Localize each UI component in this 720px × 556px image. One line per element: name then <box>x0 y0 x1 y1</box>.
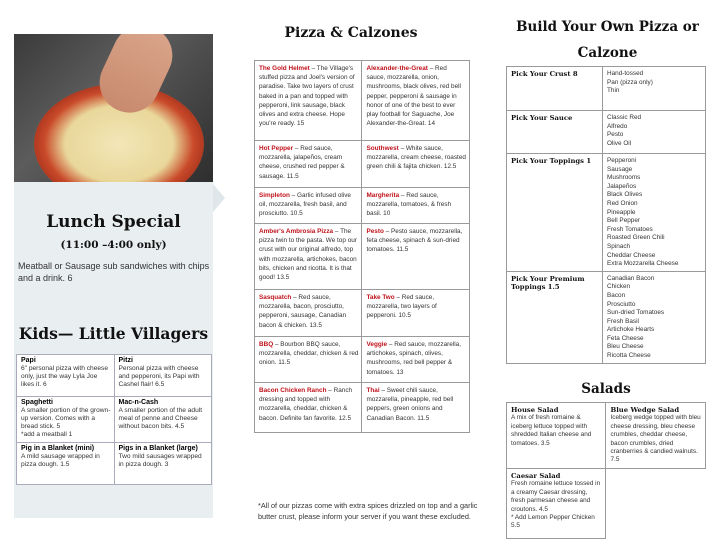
arrow-tab-icon <box>213 184 225 212</box>
pizza-item-desc: – Bourbon BBQ sauce, mozzarella, cheddar, chicken & red onion. 11.5 <box>259 341 359 367</box>
salad-empty-cell <box>606 469 706 539</box>
lunch-description: Meatball or Sausage sub sandwiches with chips and a drink. 6 <box>18 261 210 283</box>
pizza-item-name: Amber's Ambrosia Pizza <box>259 228 334 235</box>
byo-row-label: Pick Your Sauce <box>507 111 603 154</box>
byo-options <box>603 111 706 154</box>
kids-item-desc: A smaller portion of the grown-up version. Comes with a bread stick. 5 *add a meatball 1 <box>21 407 111 438</box>
pizza-item <box>255 188 362 224</box>
byo-option: Classic Red <box>607 114 642 121</box>
kids-item-name: Spaghetti <box>21 399 53 406</box>
pizza-footnote: *All of our pizzas come with extra spices drizzled on top and a garlic butter crust, please inform your server if you want these excluded. <box>258 501 478 521</box>
salad-item-name: Blue Wedge Salad <box>610 406 680 414</box>
byo-option: Ricotta Cheese <box>607 352 651 360</box>
pizza-item-desc: – Garlic infused olive oil, mozzarella, fresh basil, and prosciutto. 10.5 <box>259 192 351 218</box>
byo-title: Build Your Own Pizza or Calzone <box>516 19 699 61</box>
byo-option: Red Onion <box>607 199 638 207</box>
kids-item-name: Pigs in a Blanket (large) <box>118 445 198 452</box>
salads-title: Salads <box>581 381 631 397</box>
salad-item-desc: Fresh romaine lettuce tossed in a creamy Caesar dressing, fresh parmesan cheese and croutons. 4.5 * Add Lemon Pepper Chicken 5.5 <box>511 480 601 530</box>
pizza-item-name: Take Two <box>366 294 395 301</box>
byo-option: Bell Pepper <box>607 217 641 225</box>
byo-option: Pineapple <box>607 208 636 216</box>
pizza-item-desc: – Ranch dressing and topped with mozzarella, cheddar, chicken & bacon. Definite fan favorite. 12.5 <box>259 387 353 422</box>
byo-table <box>506 66 706 364</box>
byo-row-label: Pick Your Crust 8 <box>507 67 603 111</box>
byo-option: Prosciutto <box>607 300 636 308</box>
kids-item-name: Mac-n-Cash <box>118 399 159 406</box>
salad-item <box>606 403 706 469</box>
pizza-item <box>362 383 470 433</box>
byo-option: Sun-dried Tomatoes <box>607 309 665 317</box>
byo-option: Cheddar Cheese <box>607 251 656 259</box>
kids-item <box>17 355 115 397</box>
salad-item <box>507 469 606 539</box>
kids-menu-table <box>16 354 212 485</box>
byo-option: Thin <box>607 87 620 95</box>
pizza-item <box>362 141 470 188</box>
pizza-item <box>255 61 362 141</box>
byo-option: Alfredo <box>607 122 628 130</box>
byo-options <box>603 67 706 111</box>
pizza-photo <box>14 34 213 182</box>
byo-option: Spinach <box>607 242 631 250</box>
pizza-item-desc: – Red sauce, mozzarella, jalapeños, cream cheese, crushed red pepper & sausage. 11.5 <box>259 145 345 180</box>
pizza-item-desc: – The Village's stuffed pizza and Joel's version of paradise. Take two layers of crust baked in a pan and topped with pepperoni, link sausage, black olives and extra cheese. Hope you're ready. 15 <box>259 65 355 128</box>
pizza-item-name: Veggie <box>366 341 388 348</box>
kids-item-desc: A mild sausage wrapped in pizza dough. 1.5 <box>21 453 100 468</box>
byo-option: Black Olives <box>607 191 643 199</box>
pizza-item <box>362 61 470 141</box>
pizza-item-name: Southwest <box>366 145 399 152</box>
byo-option: Pan (pizza only) <box>607 78 653 86</box>
pizza-item <box>255 224 362 290</box>
pizza-item-desc: – Red sauce, mozzarella, artichokes, spinach, olives, mushrooms, red bell pepper & tomatoes. 13 <box>366 341 461 376</box>
pizza-item-desc: – White sauce, mozzarella, cream cheese, roasted green chili & fajita chicken. 12.5 <box>366 145 466 171</box>
pizza-item-name: Bacon Chicken Ranch <box>259 387 327 394</box>
pizza-item-desc: – Pesto sauce, mozzarella, feta cheese, spinach & sun-dried tomatoes. 11.5 <box>366 228 463 254</box>
kids-menu-title: Kids— Little Villagers <box>18 324 209 343</box>
salad-item-desc: A mix of fresh romaine & iceberg lettuce topped with shredded Italian cheese and tomatoes. 3.5 <box>511 414 592 447</box>
kids-item <box>114 443 212 485</box>
byo-row-label: Pick Your Premium Toppings 1.5 <box>507 271 603 363</box>
pizza-item-name: Margherita <box>366 192 400 199</box>
pizza-item <box>255 290 362 337</box>
kids-item-desc: 6" personal pizza with cheese only, just the way Lyla Joe likes it. 6 <box>21 365 109 388</box>
byo-option: Fresh Tomatoes <box>607 225 653 233</box>
pizza-item <box>255 383 362 433</box>
pizza-item-desc: – The pizza twin to the pasta. We top our crust with our original alfredo, top with mozzarella, artichokes, bacon bits, chicken and ricotta. It is that good! 13.5 <box>259 228 357 282</box>
pizza-item <box>362 337 470 383</box>
kids-item-desc: Two mild sausages wrapped in pizza dough. 3 <box>118 453 202 468</box>
byo-option: Pesto <box>607 131 624 139</box>
salad-item-desc: Iceberg wedge topped with bleu cheese dressing, bleu cheese crumbles, cheddar cheese, bacon crumbles, dried cranberries & candied walnuts. 7.5 <box>610 414 701 464</box>
kids-item-desc: A smaller portion of the adult meal of penne and Cheese without bacon bits. 4.5 <box>118 407 203 430</box>
left-panel <box>14 34 213 518</box>
byo-row <box>507 67 706 111</box>
byo-option: Pepperoni <box>607 157 637 164</box>
byo-options <box>603 154 706 272</box>
byo-options <box>603 271 706 363</box>
pizza-item-name: Pesto <box>366 228 384 235</box>
lunch-hours: (11:00 –4:00 only) <box>60 239 167 251</box>
pizza-item-desc: – Red sauce, mozzarella, onion, mushrooms, black olives, red bell pepper, pepperoni & sausage in honor of one of the best to ever play football for Saguache, Joe Alexander-the-Great. 14 <box>366 65 461 128</box>
pizza-item-name: The Gold Helmet <box>259 65 310 72</box>
byo-option: Artichoke Hearts <box>607 326 655 334</box>
byo-option: Feta Cheese <box>607 334 644 342</box>
kids-item <box>114 355 212 397</box>
byo-row <box>507 111 706 154</box>
lunch-special-title: Lunch Special <box>46 212 181 232</box>
salad-item-name: House Salad <box>511 406 559 414</box>
salads-table <box>506 402 706 539</box>
byo-option: Fresh Basil <box>607 317 639 325</box>
kids-item-name: Pitzi <box>118 357 133 364</box>
byo-option: Extra Mozzarella Cheese <box>607 260 679 268</box>
pizza-item-name: Hot Pepper <box>259 145 294 152</box>
byo-option: Chicken <box>607 283 631 291</box>
pizza-item <box>362 224 470 290</box>
pizza-item-desc: – Red sauce, mozzarella, bacon, prosciutto, pepperoni, sausage, Canadian bacon & chicken. 13.5 <box>259 294 347 329</box>
pizza-menu-table <box>254 60 470 433</box>
kids-item-name: Pig in a Blanket (mini) <box>21 445 95 452</box>
byo-row <box>507 271 706 363</box>
byo-option: Canadian Bacon <box>607 274 655 282</box>
byo-option: Olive Oil <box>607 139 632 147</box>
kids-item <box>17 443 115 485</box>
pizza-section-title: Pizza & Calzones <box>284 25 418 41</box>
pizza-item-desc: – Red sauce, mozzarella, two layers of pepperoni. 10.5 <box>366 294 437 320</box>
byo-option: Bleu Cheese <box>607 343 644 351</box>
pizza-item-name: Simpleton <box>259 192 290 199</box>
kids-item-name: Papi <box>21 357 36 364</box>
byo-option: Jalapeños <box>607 182 637 190</box>
pizza-item-name: Alexander-the-Great <box>366 65 428 72</box>
pizza-item <box>255 337 362 383</box>
pizza-item-name: BBQ <box>259 341 274 348</box>
byo-option: Bacon <box>607 291 626 299</box>
pizza-item-desc: – Sweet chili sauce, mozzarella, pineapple, red bell peppers, green onions and Canadian Bacon. 11.5 <box>366 387 454 422</box>
byo-option: Roasted Green Chili <box>607 234 665 242</box>
kids-item <box>114 397 212 443</box>
kids-item <box>17 397 115 443</box>
pizza-item-desc: – Red sauce, mozzarella, tomatoes, & fresh basil. 10 <box>366 192 452 218</box>
byo-row <box>507 154 706 272</box>
salad-item-name: Caesar Salad <box>511 472 561 480</box>
byo-option: Hand-tossed <box>607 70 644 77</box>
byo-row-label: Pick Your Toppings 1 <box>507 154 603 272</box>
salad-item <box>507 403 606 469</box>
kids-item-desc: Personal pizza with cheese and pepperoni, its Papi with Cashel flair! 6.5 <box>118 365 200 388</box>
byo-option: Sausage <box>607 165 633 173</box>
pizza-item <box>362 290 470 337</box>
pizza-item-name: Sasquatch <box>259 294 292 301</box>
pizza-item-name: Thai <box>366 387 380 394</box>
byo-option: Mushrooms <box>607 174 641 182</box>
pizza-item <box>362 188 470 224</box>
pizza-item <box>255 141 362 188</box>
